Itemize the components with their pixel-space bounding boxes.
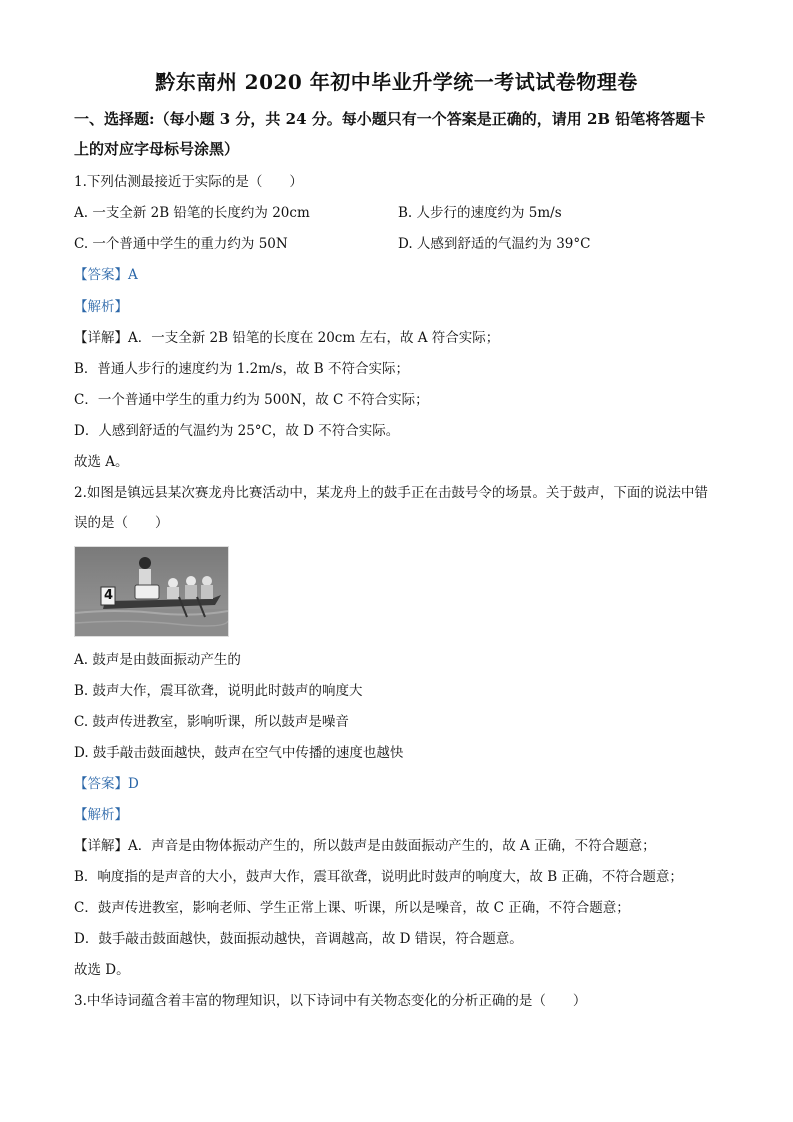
dragon-boat-photo [74,546,229,637]
q2-answer: 【答案】D [74,776,139,792]
q1-option-b: B. 人步行的速度约为 5m/s [398,205,562,221]
q2-detail-d: D．鼓手敲击鼓面越快，鼓面振动越快，音调越高，故 D 错误，符合题意。 [74,931,523,947]
q2-detail-a: 【详解】A．声音是由物体振动产生的，所以鼓声是由鼓面振动产生的，故 A 正确，不符合题意； [74,838,656,854]
q2-detail-c: C．鼓声传进教室，影响老师、学生正常上课、听课，所以是噪音，故 C 正确，不符合题意； [74,900,630,916]
page-title: 黔东南州 2020 年初中毕业升学统一考试试卷物理卷 [155,70,638,94]
q1-detail-c: C．一个普通中学生的重力约为 500N，故 C 不符合实际； [74,392,429,408]
q2-option-d: D. 鼓手敲击鼓面越快，鼓声在空气中传播的速度也越快 [74,745,404,761]
q2-option-c: C. 鼓声传进教室，影响听课，所以鼓声是噪音 [74,714,349,730]
q2-option-b: B. 鼓声大作，震耳欲聋，说明此时鼓声的响度大 [74,683,363,699]
q2-stem-line2: 误的是（ ） [74,515,169,531]
boat-number-label: 4 [104,588,114,603]
section-heading-line2: 上的对应字母标号涂黑） [74,140,240,158]
q1-option-a: A. 一支全新 2B 铅笔的长度约为 20cm [74,205,310,221]
q1-stem: 1.下列估测最接近于实际的是（ ） [74,174,303,190]
q1-detail-a: 【详解】A．一支全新 2B 铅笔的长度在 20cm 左右，故 A 符合实际； [74,330,500,346]
q2-analysis-label: 【解析】 [74,807,128,823]
q2-option-a: A. 鼓声是由鼓面振动产生的 [74,652,241,668]
q2-stem-line1: 2.如图是镇远县某次赛龙舟比赛活动中，某龙舟上的鼓手正在击鼓号令的场景。关于鼓声，下面的说法中错 [74,485,708,501]
q1-answer: 【答案】A [74,267,138,283]
q1-detail-d: D．人感到舒适的气温约为 25°C，故 D 不符合实际。 [74,423,400,439]
q1-conclusion: 故选 A。 [74,454,129,470]
q1-option-d: D. 人感到舒适的气温约为 39°C [398,236,591,252]
q1-analysis-label: 【解析】 [74,299,128,315]
q2-conclusion: 故选 D。 [74,962,130,978]
q1-option-c: C. 一个普通中学生的重力约为 50N [74,236,288,252]
q3-stem: 3.中华诗词蕴含着丰富的物理知识，以下诗词中有关物态变化的分析正确的是（ ） [74,993,587,1009]
q2-detail-b: B．响度指的是声音的大小，鼓声大作，震耳欲聋，说明此时鼓声的响度大，故 B 正确，不符合题意； [74,869,683,885]
q1-detail-b: B．普通人步行的速度约为 1.2m/s，故 B 不符合实际； [74,361,409,377]
section-heading-line1: 一、选择题:（每小题 3 分，共 24 分。每小题只有一个答案是正确的，请用 2B 铅笔将答题卡 [74,110,706,128]
